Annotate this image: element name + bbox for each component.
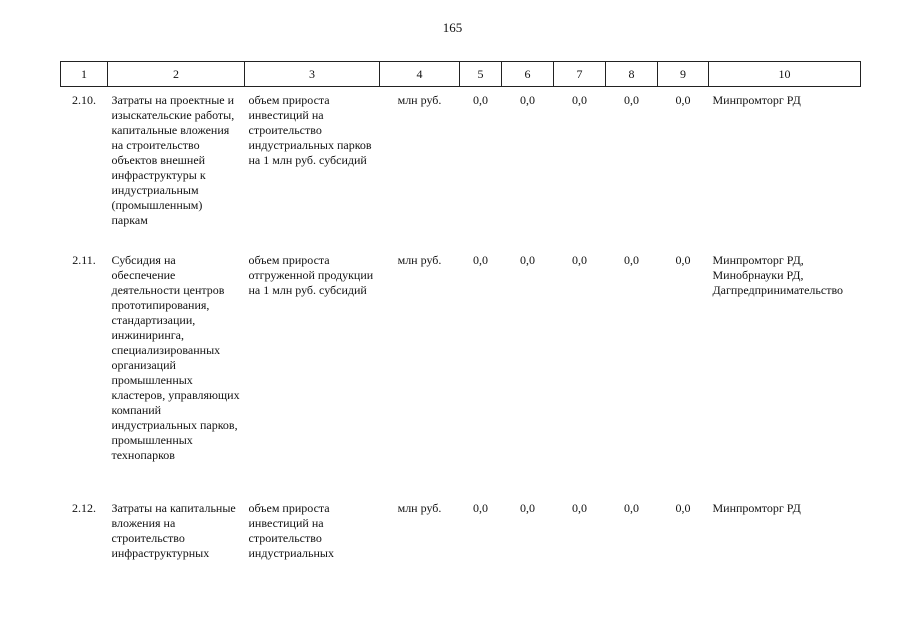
executor-cell: Минпромторг РД (712, 501, 801, 515)
column-header: 9 (658, 62, 709, 87)
column-header: 10 (709, 62, 861, 87)
table-row (61, 247, 861, 495)
value-cell: 0,0 (473, 253, 488, 267)
value-cell: 0,0 (520, 93, 535, 107)
value-cell: 0,0 (572, 93, 587, 107)
row-number: 2.12. (72, 501, 96, 515)
indicator-text: объем прироста инвестиций на строительство индустриальных парков на 1 млн руб. субсидий (248, 93, 372, 167)
value-cell: 0,0 (572, 253, 587, 267)
indicator-text: объем прироста инвестиций на строительство индустриальных (248, 501, 334, 560)
table-row (61, 87, 861, 248)
value-cell: 0,0 (520, 253, 535, 267)
unit-cell: млн руб. (397, 93, 442, 107)
unit-cell: млн руб. (397, 253, 442, 267)
value-cell: 0,0 (624, 93, 639, 107)
table-header-row (61, 62, 861, 87)
measure-name: Затраты на капитальные вложения на строительство инфраструктурных (111, 501, 236, 560)
measure-name: Субсидия на обеспечение деятельности центров прототипирования, стандартизации, инжиниринга, специализированных организаций промышленных кластеров, управляющих компаний индустриальных парков, промышленных технопарков (111, 253, 240, 462)
column-header: 7 (554, 62, 606, 87)
value-cell: 0,0 (675, 501, 691, 515)
value-cell: 0,0 (675, 93, 691, 107)
unit-cell: млн руб. (397, 501, 442, 515)
value-cell: 0,0 (572, 501, 587, 515)
value-cell: 0,0 (624, 253, 639, 267)
value-cell: 0,0 (473, 501, 488, 515)
column-header: 3 (245, 62, 380, 87)
column-header: 5 (460, 62, 502, 87)
measure-name: Затраты на проектные и изыскательские работы, капитальные вложения на строительство объектов внешней инфраструктуры к индустриальным (промышленным) паркам (111, 93, 235, 227)
value-cell: 0,0 (473, 93, 488, 107)
executor-cell: Минпромторг РД (712, 93, 801, 107)
indicators-table (60, 61, 861, 571)
page-number: 165 (442, 20, 463, 35)
value-cell: 0,0 (520, 501, 535, 515)
column-header: 2 (108, 62, 245, 87)
row-number: 2.10. (72, 93, 96, 107)
executor-cell: Минпромторг РД, Минобрнауки РД, Дагпредпринимательство (712, 253, 844, 297)
column-header: 8 (606, 62, 658, 87)
row-number: 2.11. (72, 253, 96, 267)
column-header: 1 (61, 62, 108, 87)
indicator-text: объем прироста отгруженной продукции на 1 млн руб. субсидий (248, 253, 374, 297)
column-header: 4 (380, 62, 460, 87)
table-row (61, 495, 861, 571)
value-cell: 0,0 (624, 501, 639, 515)
column-header: 6 (502, 62, 554, 87)
value-cell: 0,0 (675, 253, 691, 267)
